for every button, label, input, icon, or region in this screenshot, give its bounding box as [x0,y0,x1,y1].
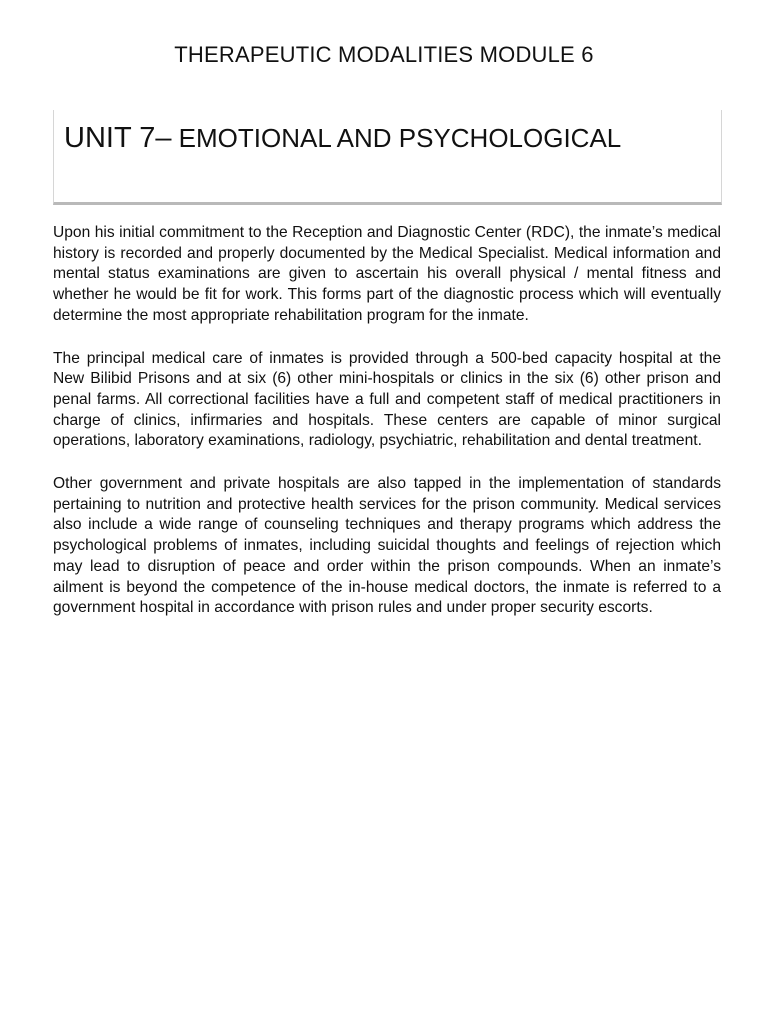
paragraph-rdc-commitment: Upon his initial commitment to the Reception and Diagnostic Center (RDC), the inmate’s medical history is recorded and properly documented by the Medical Specialist. Medical information and mental status examinations are given to ascertain his overall physical / mental fitness and whether he would be fit for work. This forms part of the diagnostic process which will eventually determine the most appropriate rehabilitation program for the inmate. [53,224,721,324]
paragraph-medical-care: The principal medical care of inmates is provided through a 500-bed capacity hospital at the New Bilibid Prisons and at six (6) other mini-hospitals or clinics in the six (6) other prison and penal farms. All correctional facilities have a full and competent staff of medical practitioners in charge of clinics, infirmaries and hospitals. These centers are capable of minor surgical operations, laboratory examinations, radiology, psychiatric, rehabilitation and dental treatment. [53,349,721,450]
unit-title [64,118,621,155]
unit-title-lead: UNIT 7– [64,122,172,154]
unit-heading-box [53,110,722,205]
unit-title-rest: EMOTIONAL AND PSYCHOLOGICAL [171,123,622,153]
module-title: THERAPEUTIC MODALITIES MODULE 6 [174,42,594,67]
paragraph-hospital-referral: Other government and private hospitals are also tapped in the implementation of standards pertaining to nutrition and protective health services for the prison community. Medical services also include a wide range of counseling techniques and therapy programs which address the psychological problems of inmates, including suicidal thoughts and feelings of rejection which may lead to disruption of peace and order within the prison compounds. When an inmate’s ailment is beyond the competence of the in-house medical doctors, the inmate is referred to a government hospital in accordance with prison rules and under proper security escorts. [53,475,721,617]
body-text [53,223,721,641]
